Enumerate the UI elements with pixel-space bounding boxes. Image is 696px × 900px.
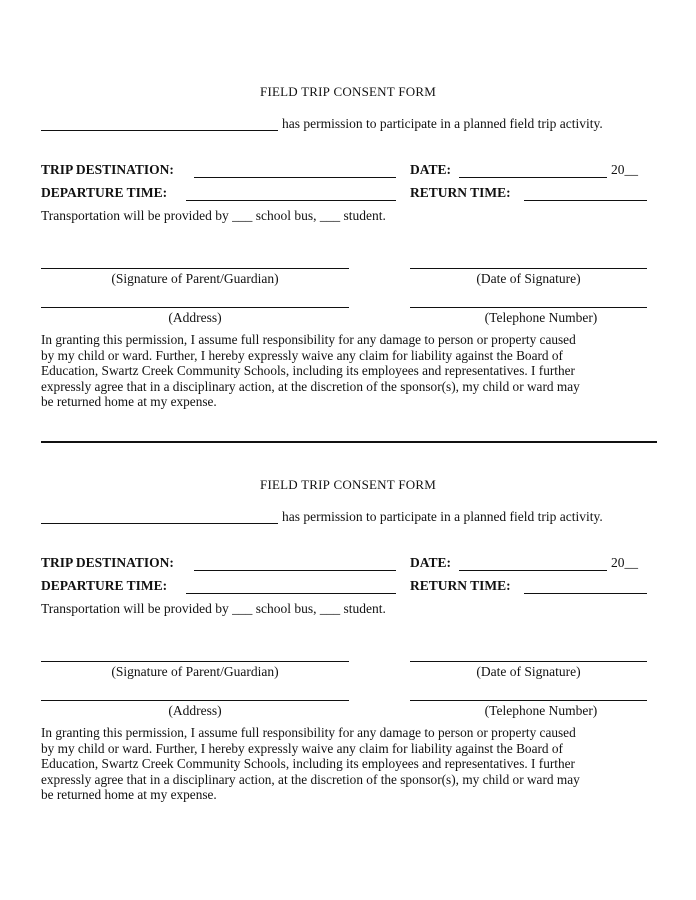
- telephone-label: (Telephone Number): [484, 703, 598, 718]
- trip-destination-label: TRIP DESTINATION:: [41, 162, 174, 177]
- telephone-label: (Telephone Number): [484, 310, 598, 325]
- liability-paragraph: In granting this permission, I assume full responsibility for any damage to person or property caused by my child or ward. Further, I hereby expressly waive any claim for liability against the Board of Education, Swartz Creek Community Schools, including its employees and representatives. I further expressly agree that in a disciplinary action, at the discretion of the sponsor(s), my child or ward may be returned home at my expense.: [41, 332, 580, 410]
- return-time-label: RETURN TIME:: [410, 578, 511, 593]
- consent-form-1: [0, 0, 696, 410]
- return-time-line[interactable]: [524, 200, 647, 201]
- address-line[interactable]: [41, 700, 349, 701]
- departure-time-label: DEPARTURE TIME:: [41, 185, 168, 200]
- transportation-text: Transportation will be provided by ___ school bus, ___ student.: [41, 601, 386, 616]
- parent-signature-line[interactable]: [41, 661, 349, 662]
- trip-destination-label: TRIP DESTINATION:: [41, 555, 174, 570]
- parent-signature-line[interactable]: [41, 268, 349, 269]
- departure-time-line[interactable]: [186, 593, 396, 594]
- student-name-line[interactable]: [41, 130, 278, 131]
- permission-text: has permission to participate in a planned field trip activity.: [282, 116, 603, 131]
- departure-time-line[interactable]: [186, 200, 396, 201]
- trip-destination-line[interactable]: [194, 177, 396, 178]
- signature-date-label: (Date of Signature): [476, 664, 581, 679]
- consent-form-2: [0, 393, 696, 803]
- parent-signature-label: (Signature of Parent/Guardian): [111, 271, 279, 286]
- address-line[interactable]: [41, 307, 349, 308]
- address-label: (Address): [168, 310, 222, 325]
- form-title: FIELD TRIP CONSENT FORM: [260, 84, 436, 99]
- transportation-text: Transportation will be provided by ___ school bus, ___ student.: [41, 208, 386, 223]
- date-label: DATE:: [410, 162, 452, 177]
- return-time-line[interactable]: [524, 593, 647, 594]
- telephone-line[interactable]: [410, 307, 647, 308]
- parent-signature-label: (Signature of Parent/Guardian): [111, 664, 279, 679]
- signature-date-line[interactable]: [410, 268, 647, 269]
- trip-destination-line[interactable]: [194, 570, 396, 571]
- liability-paragraph: In granting this permission, I assume full responsibility for any damage to person or property caused by my child or ward. Further, I hereby expressly waive any claim for liability against the Board of Education, Swartz Creek Community Schools, including its employees and representatives. I further expressly agree that in a disciplinary action, at the discretion of the sponsor(s), my child or ward may be returned home at my expense.: [41, 725, 580, 803]
- year-prefix: 20__: [611, 162, 638, 177]
- student-name-line[interactable]: [41, 523, 278, 524]
- address-label: (Address): [168, 703, 222, 718]
- year-prefix: 20__: [611, 555, 638, 570]
- telephone-line[interactable]: [410, 700, 647, 701]
- signature-date-line[interactable]: [410, 661, 647, 662]
- date-line[interactable]: [459, 570, 607, 571]
- departure-time-label: DEPARTURE TIME:: [41, 578, 168, 593]
- permission-text: has permission to participate in a planned field trip activity.: [282, 509, 603, 524]
- form-title: FIELD TRIP CONSENT FORM: [260, 477, 436, 492]
- date-label: DATE:: [410, 555, 452, 570]
- signature-date-label: (Date of Signature): [476, 271, 581, 286]
- return-time-label: RETURN TIME:: [410, 185, 511, 200]
- date-line[interactable]: [459, 177, 607, 178]
